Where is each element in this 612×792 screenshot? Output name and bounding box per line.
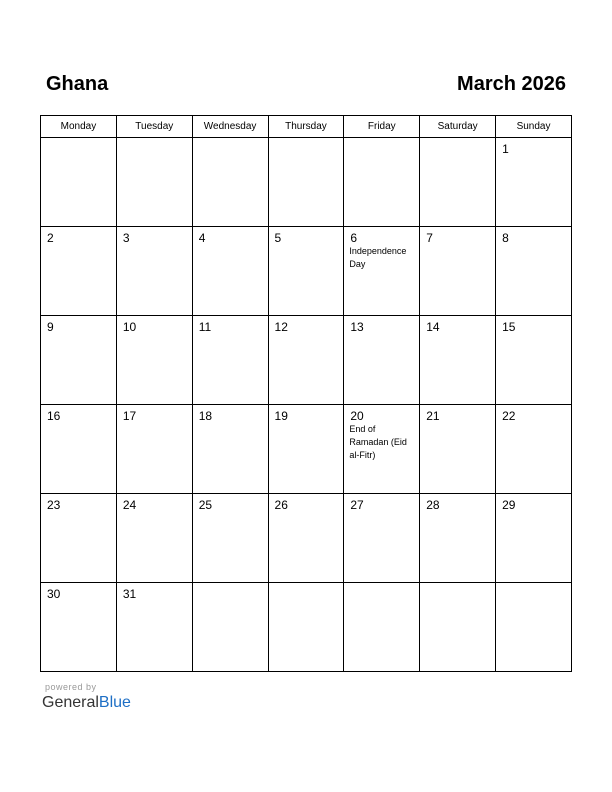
day-number: 21 <box>426 409 440 423</box>
day-cell <box>420 316 496 405</box>
day-number: 28 <box>426 498 440 512</box>
empty-day-cell <box>344 583 420 672</box>
day-number: 23 <box>47 498 61 512</box>
day-number: 1 <box>502 142 509 156</box>
day-number: 17 <box>122 409 137 423</box>
day-number: 27 <box>350 498 364 512</box>
weekday-header: Tuesday <box>116 116 192 138</box>
day-number: 3 <box>122 231 130 245</box>
brand-blue-text: Blue <box>98 694 131 711</box>
day-number: 7 <box>426 231 433 245</box>
day-cell <box>116 405 192 494</box>
day-number: 18 <box>198 409 213 423</box>
day-number: 12 <box>274 320 288 334</box>
day-cell <box>116 227 192 316</box>
day-cell <box>496 316 572 405</box>
empty-day-cell <box>420 583 496 672</box>
weekday-header: Thursday <box>268 116 344 138</box>
day-cell <box>496 227 572 316</box>
empty-day-cell <box>41 138 117 227</box>
weekday-header: Wednesday <box>192 116 268 138</box>
day-number: 15 <box>502 320 516 334</box>
day-number: 14 <box>426 320 440 334</box>
day-number: 16 <box>47 409 61 423</box>
day-cell <box>116 316 192 405</box>
footer-branding <box>42 681 162 713</box>
day-number: 30 <box>47 587 61 601</box>
empty-day-cell <box>268 583 344 672</box>
day-cell <box>420 494 496 583</box>
powered-by-label: powered by <box>45 682 97 692</box>
day-cell <box>496 138 572 227</box>
day-cell <box>344 494 420 583</box>
holiday-label: Independence Day <box>349 246 407 269</box>
weekday-header-row <box>41 116 572 138</box>
day-cell <box>41 405 117 494</box>
brand-general-text: General <box>42 694 99 711</box>
weekday-header: Friday <box>344 116 420 138</box>
brand-logo[interactable] <box>42 693 162 713</box>
day-number: 6 <box>350 231 358 245</box>
day-cell <box>192 494 268 583</box>
day-cell <box>344 405 420 494</box>
day-cell <box>268 494 344 583</box>
day-cell <box>41 316 117 405</box>
day-number: 2 <box>47 231 54 245</box>
day-number: 20 <box>350 409 364 423</box>
day-number: 11 <box>198 320 212 334</box>
empty-day-cell <box>192 583 268 672</box>
day-cell <box>116 494 192 583</box>
day-number: 10 <box>122 320 137 334</box>
day-number: 19 <box>274 409 288 423</box>
day-number: 13 <box>350 320 364 334</box>
day-number: 9 <box>47 320 54 334</box>
day-cell <box>192 316 268 405</box>
day-number: 29 <box>502 498 516 512</box>
day-number: 26 <box>274 498 288 512</box>
empty-day-cell <box>344 138 420 227</box>
empty-day-cell <box>496 583 572 672</box>
day-cell <box>344 316 420 405</box>
calendar-header <box>46 70 566 100</box>
day-cell <box>268 316 344 405</box>
day-cell <box>420 227 496 316</box>
week-row <box>41 138 572 227</box>
day-cell <box>268 405 344 494</box>
empty-day-cell <box>192 138 268 227</box>
day-number: 22 <box>502 409 516 423</box>
weekday-header: Saturday <box>420 116 496 138</box>
day-number: 8 <box>502 231 509 245</box>
day-number: 24 <box>122 498 137 512</box>
calendar-grid <box>40 115 572 672</box>
day-cell <box>496 405 572 494</box>
day-number: 4 <box>198 231 206 245</box>
empty-day-cell <box>420 138 496 227</box>
day-cell <box>192 405 268 494</box>
weekday-header: Monday <box>41 116 117 138</box>
country-title: Ghana <box>46 73 109 95</box>
week-row <box>41 494 572 583</box>
empty-day-cell <box>268 138 344 227</box>
day-cell <box>496 494 572 583</box>
day-cell <box>192 227 268 316</box>
week-row <box>41 405 572 494</box>
week-row <box>41 316 572 405</box>
day-cell <box>41 227 117 316</box>
day-cell <box>420 405 496 494</box>
empty-day-cell <box>116 138 192 227</box>
day-number: 5 <box>274 231 282 245</box>
day-cell <box>41 583 117 672</box>
week-row <box>41 583 572 672</box>
holiday-label: End of Ramadan (Eid al-Fitr) <box>349 424 407 460</box>
week-row <box>41 227 572 316</box>
weekday-header: Sunday <box>496 116 572 138</box>
day-number: 25 <box>198 498 213 512</box>
day-cell <box>116 583 192 672</box>
day-cell <box>344 227 420 316</box>
day-cell <box>268 227 344 316</box>
month-title: March 2026 <box>457 73 566 95</box>
day-number: 31 <box>122 587 137 601</box>
day-cell <box>41 494 117 583</box>
